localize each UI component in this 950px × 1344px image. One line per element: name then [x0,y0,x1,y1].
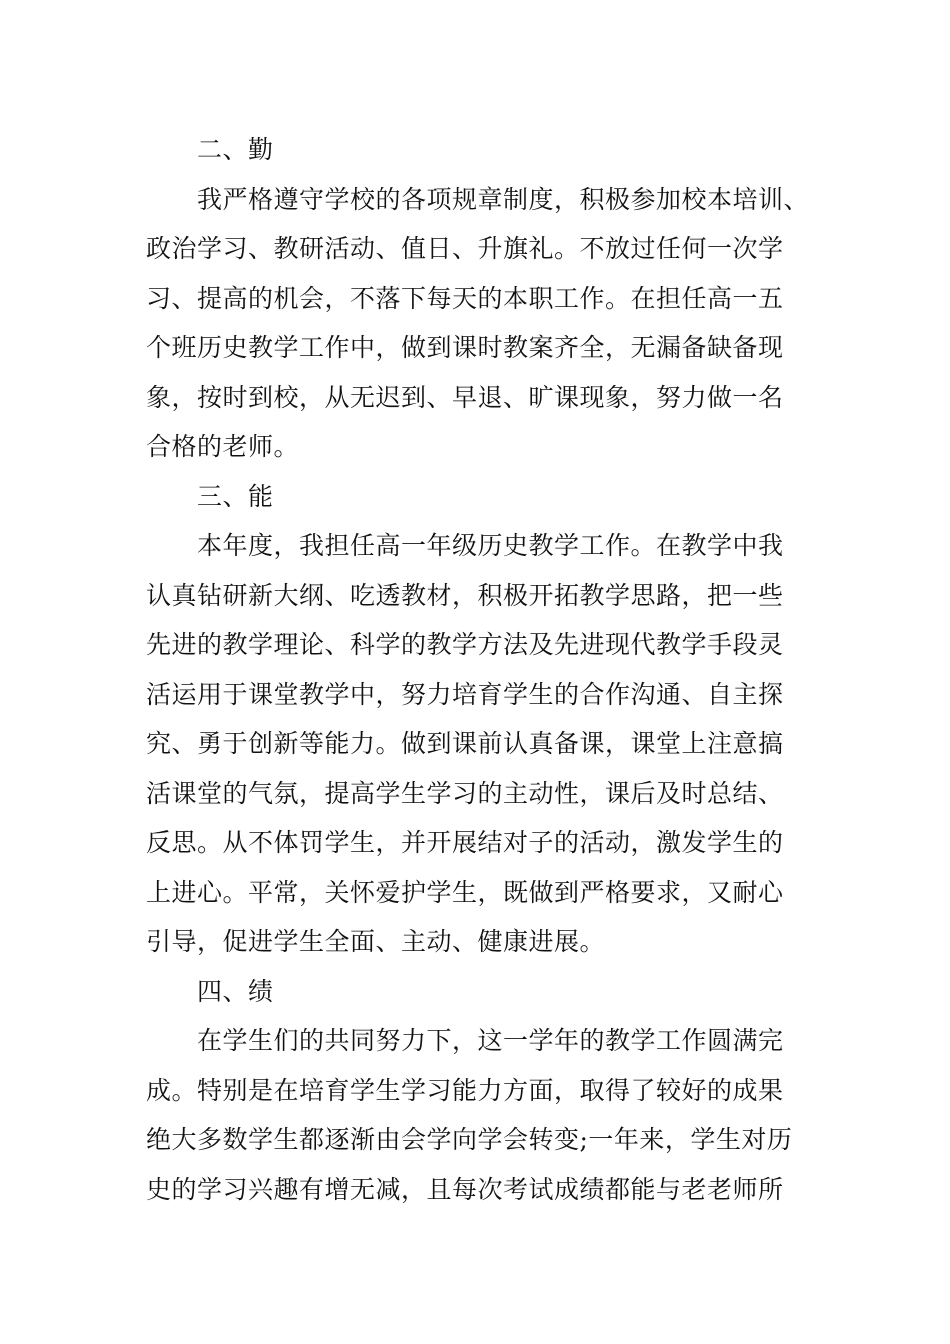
paragraph-line: 在学生们的共同努力下，这一学年的教学工作圆满完 [197,1026,784,1055]
paragraph-line: 反思。从不体罚学生，并开展结对子的活动，激发学生的 [146,828,784,857]
paragraph-line: 我严格遵守学校的各项规章制度，积极参加校本培训、 [197,184,810,214]
paragraph-line: 政治学习、教研活动、值日、升旗礼。不放过任何一次学 [146,234,784,263]
paragraph-line: 绝大多数学生都逐渐由会学向学会转变;一年来，学生对历 [146,1125,793,1154]
paragraph-line: 象，按时到校，从无迟到、早退、旷课现象，努力做一名 [146,382,784,412]
paragraph-line: 个班历史教学工作中，做到课时教案齐全，无漏备缺备现 [146,333,784,362]
paragraph-line: 究、勇于创新等能力。做到课前认真备课，课堂上注意搞 [146,729,784,758]
paragraph-line: 认真钻研新大纲、吃透教材，积极开拓教学思路，把一些 [146,580,784,610]
paragraph-line: 合格的老师。 [146,432,300,461]
paragraph-line: 活运用于课堂教学中，努力培育学生的合作沟通、自主探 [146,679,784,709]
paragraph-line: 上进心。平常，关怀爱护学生，既做到严格要求，又耐心 [146,877,784,907]
paragraph-line: 史的学习兴趣有增无减，且每次考试成绩都能与老老师所 [146,1174,784,1204]
document-body [146,125,836,1214]
section-heading-neng: 三、能 [197,481,274,511]
paragraph-line: 活课堂的气氛，提高学生学习的主动性，课后及时总结、 [146,778,784,808]
paragraph-line: 先进的教学理论、科学的教学方法及先进现代教学手段灵 [146,630,784,659]
paragraph-line: 习、提高的机会，不落下每天的本职工作。在担任高一五 [146,283,784,313]
section-heading-ji: 四、绩 [197,976,274,1006]
paragraph-line: 引导，促进学生全面、主动、健康进展。 [146,927,606,956]
paragraph-line: 成。特别是在培育学生学习能力方面，取得了较好的成果 [146,1075,784,1105]
paragraph-line: 本年度，我担任高一年级历史教学工作。在教学中我 [197,531,784,560]
section-heading-qin: 二、勤 [197,135,274,164]
